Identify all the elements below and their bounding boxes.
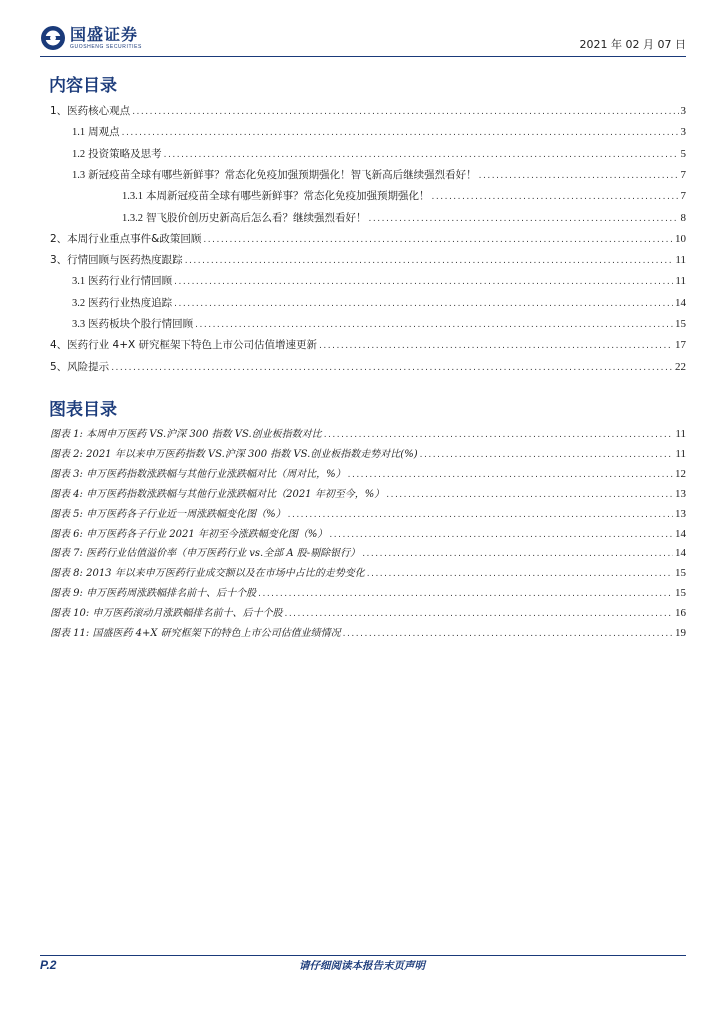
toc-entry[interactable] bbox=[50, 231, 686, 247]
toc-entry-number: 1.3.1 bbox=[122, 191, 143, 203]
figure-entry-label: 图表 11: 国盛医药 4+X 研究框架下的特色上市公司估值业绩情况 bbox=[50, 628, 341, 639]
toc-entry-page: 7 bbox=[680, 168, 686, 181]
figure-entry-label: 图表 9: 申万医药周涨跌幅排名前十、后十个股 bbox=[50, 588, 257, 600]
figure-entry-label: 图表 1: 本周申万医药 VS.沪深 300 指数 VS.创业板指数对比 bbox=[50, 429, 322, 440]
page-number: P.2 bbox=[40, 958, 57, 972]
dot-leader bbox=[174, 277, 673, 287]
figure-entry[interactable] bbox=[50, 584, 686, 600]
toc-entry-number: 1.3 bbox=[72, 169, 86, 181]
dot-leader bbox=[203, 235, 673, 245]
toc-entry-number: 1.3.2 bbox=[122, 212, 143, 224]
dot-leader bbox=[432, 192, 679, 202]
dot-leader bbox=[122, 128, 679, 138]
company-name-cn: 国盛证券 bbox=[70, 25, 139, 44]
toc-entry[interactable] bbox=[72, 295, 686, 311]
dot-leader bbox=[369, 214, 679, 224]
figure-entry[interactable] bbox=[50, 425, 686, 441]
company-logo bbox=[40, 22, 142, 54]
dot-leader bbox=[343, 629, 673, 639]
toc-entry-page: 15 bbox=[675, 318, 686, 330]
toc-entry-page: 3 bbox=[680, 105, 686, 117]
dot-leader bbox=[288, 510, 673, 520]
figure-entry-label: 图表 8: 2013 年以来申万医药行业成交额以及在市场中占比的走势变化 bbox=[50, 568, 365, 580]
toc-entry[interactable] bbox=[50, 252, 686, 268]
figure-entry[interactable] bbox=[50, 624, 686, 640]
dot-leader bbox=[479, 171, 679, 181]
toc-entry-label: 3、行情回顾与医药热度跟踪 bbox=[50, 254, 183, 267]
toc-entry[interactable] bbox=[50, 103, 686, 119]
figure-entry[interactable] bbox=[50, 445, 686, 461]
dot-leader bbox=[386, 490, 673, 500]
toc-entry-label: 2、本周行业重点事件&政策回顾 bbox=[50, 232, 202, 245]
toc-entry-number: 1.1 bbox=[72, 127, 86, 139]
toc-entry-page: 14 bbox=[675, 296, 686, 309]
footer-divider bbox=[40, 955, 686, 956]
dot-leader bbox=[367, 569, 673, 579]
figure-entry-page: 11 bbox=[675, 428, 686, 440]
figure-entry-page: 11 bbox=[675, 447, 686, 460]
toc-entry-page: 7 bbox=[680, 190, 686, 203]
figure-entry-label: 图表 6: 申万医药各子行业 2021 年初至今涨跌幅变化图（%） bbox=[50, 528, 328, 540]
figure-entry[interactable] bbox=[50, 485, 686, 501]
toc-entry-page: 3 bbox=[680, 126, 686, 139]
toc-entry[interactable] bbox=[72, 316, 686, 332]
toc-entry[interactable] bbox=[72, 273, 686, 289]
figure-entry-label: 图表 5: 申万医药各子行业近一周涨跌幅变化图（%） bbox=[50, 508, 286, 520]
toc-entry[interactable] bbox=[50, 337, 686, 353]
toc-entry[interactable] bbox=[72, 124, 686, 140]
figures-title: 图表目录 bbox=[49, 400, 117, 420]
toc-entry-label: 医药行业热度追踪 bbox=[88, 296, 173, 309]
toc-entry-label: 本周新冠疫苗全球有哪些新鲜事？常态化免疫加强预期强化！ bbox=[146, 190, 430, 203]
figure-entry[interactable] bbox=[50, 604, 686, 620]
figure-entry-page: 15 bbox=[675, 587, 686, 600]
dot-leader bbox=[362, 549, 673, 559]
toc-entry-label: 医药板块个股行情回顾 bbox=[88, 318, 194, 330]
toc-entry-label: 智飞股价创历史新高后怎么看？继续强烈看好！ bbox=[146, 211, 367, 224]
dot-leader bbox=[324, 430, 674, 440]
figure-entry-label: 图表 7: 医药行业估值溢价率（申万医药行业 vs.全部 A 股-剔除银行） bbox=[50, 548, 361, 560]
disclaimer-note: 请仔细阅读本报告末页声明 bbox=[299, 960, 425, 972]
toc-title: 内容目录 bbox=[49, 76, 117, 96]
figure-entry[interactable] bbox=[50, 544, 686, 560]
toc-entry-page: 11 bbox=[675, 254, 686, 267]
toc-entry-label: 医药行业行情回顾 bbox=[88, 275, 173, 288]
figure-entry-label: 图表 4: 申万医药指数涨跌幅与其他行业涨跌幅对比（2021 年初至今，%） bbox=[50, 488, 385, 500]
figure-entry-page: 13 bbox=[675, 487, 686, 500]
figure-entry-page: 14 bbox=[675, 527, 686, 540]
toc-entry-label: 5、风险提示 bbox=[50, 360, 110, 373]
toc-entry-number: 3.1 bbox=[72, 276, 86, 288]
figure-entry-page: 16 bbox=[675, 607, 686, 620]
toc-entry-label: 4、医药行业 4+X 研究框架下特色上市公司估值增速更新 bbox=[50, 339, 318, 352]
figure-entry[interactable] bbox=[50, 525, 686, 541]
dot-leader bbox=[319, 341, 673, 351]
dot-leader bbox=[185, 256, 674, 266]
toc-entry-number: 3.2 bbox=[72, 297, 86, 309]
header-divider bbox=[40, 56, 686, 57]
dot-leader bbox=[329, 530, 673, 540]
toc-entry[interactable] bbox=[50, 359, 686, 375]
figure-entry[interactable] bbox=[50, 465, 686, 481]
toc-entry-label: 新冠疫苗全球有哪些新鲜事？常态化免疫加强预期强化！智飞新高后继续强烈看好！ bbox=[88, 168, 477, 181]
page-header bbox=[40, 22, 686, 56]
figure-entry[interactable] bbox=[50, 564, 686, 580]
figure-entry-page: 19 bbox=[675, 627, 686, 639]
company-name-en: GUOSHENG SECURITIES bbox=[70, 44, 142, 50]
toc-entry-page: 10 bbox=[675, 232, 686, 245]
figure-entry-label: 图表 2: 2021 年以来申万医药指数 VS.沪深 300 指数 VS.创业板指数走势对比(%) bbox=[50, 448, 418, 460]
dot-leader bbox=[132, 107, 678, 117]
figure-entry-page: 14 bbox=[675, 547, 686, 560]
toc-entry-label: 1、医药核心观点 bbox=[50, 105, 131, 117]
toc-entry-page: 11 bbox=[675, 275, 686, 288]
toc-entry-page: 17 bbox=[675, 339, 686, 352]
toc-entry[interactable] bbox=[122, 188, 686, 204]
dot-leader bbox=[348, 470, 673, 480]
figure-entry-label: 图表 10: 申万医药滚动月涨跌幅排名前十、后十个股 bbox=[50, 608, 283, 620]
figure-entry-page: 15 bbox=[675, 567, 686, 580]
toc-entry-number: 1.2 bbox=[72, 148, 86, 160]
report-date: 2021 年 02 月 07 日 bbox=[579, 38, 686, 51]
figure-entry[interactable] bbox=[50, 505, 686, 521]
dot-leader bbox=[195, 320, 673, 330]
toc-entry[interactable] bbox=[72, 167, 686, 183]
toc-entry-page: 22 bbox=[675, 360, 686, 373]
toc-entry-page: 5 bbox=[680, 147, 686, 160]
toc-entry-page: 8 bbox=[680, 211, 686, 224]
toc-entry-label: 周观点 bbox=[88, 126, 120, 139]
dot-leader bbox=[258, 589, 673, 599]
figure-entry-label: 图表 3: 申万医药指数涨跌幅与其他行业涨跌幅对比（周对比，%） bbox=[50, 468, 346, 480]
logo-mark-icon bbox=[40, 25, 66, 51]
dot-leader bbox=[111, 363, 673, 373]
toc-entry-number: 3.3 bbox=[72, 319, 86, 330]
dot-leader bbox=[164, 150, 679, 160]
dot-leader bbox=[284, 609, 673, 619]
figure-entry-page: 13 bbox=[675, 507, 686, 520]
dot-leader bbox=[174, 299, 673, 309]
toc-entry[interactable] bbox=[72, 146, 686, 162]
figure-entry-page: 12 bbox=[675, 467, 686, 480]
dot-leader bbox=[420, 450, 674, 460]
toc-entry-label: 投资策略及思考 bbox=[88, 147, 162, 160]
toc-entry[interactable] bbox=[122, 210, 686, 226]
